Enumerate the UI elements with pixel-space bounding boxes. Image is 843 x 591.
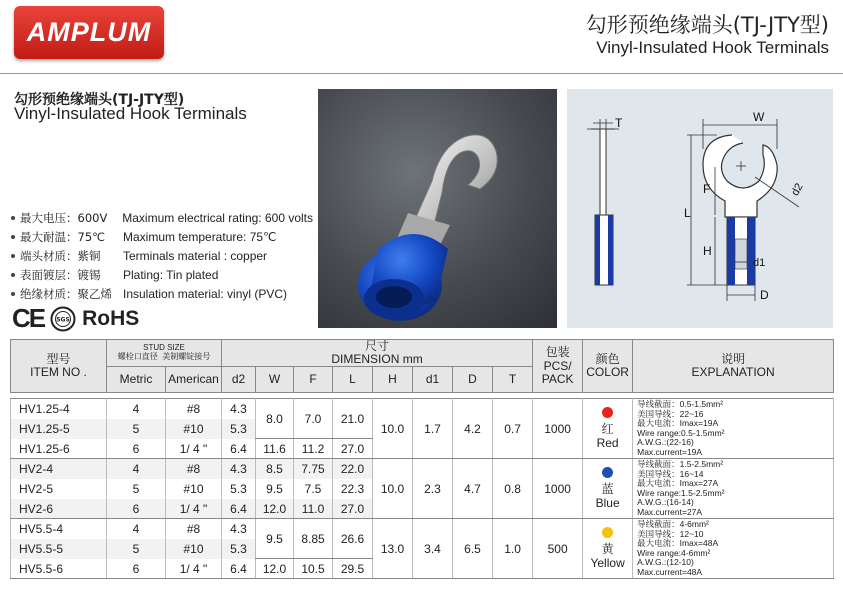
cell-d: 4.2: [453, 399, 493, 459]
cell-d2: 5.3: [222, 539, 256, 559]
header-title-cn: 勾形预绝缘端头(TJ-JTY型): [585, 13, 829, 37]
cell-h: 10.0: [373, 459, 413, 519]
cell-american: #8: [166, 399, 222, 419]
diagram-label-w: W: [753, 110, 765, 124]
subtitle-cn: 勾形预绝缘端头(TJ-JTY型): [14, 92, 185, 108]
cell-color: [583, 519, 633, 579]
cell-l: 22.0: [333, 459, 373, 479]
diagram-label-l: L: [684, 206, 691, 220]
cell-metric: 6: [107, 499, 166, 519]
header-h: H: [373, 367, 413, 393]
header-d: D: [453, 367, 493, 393]
expl-line: 导线截面：4-6mm²: [637, 519, 709, 530]
bullet-icon: [11, 235, 15, 239]
cell-item: HV1.25-6: [11, 439, 107, 459]
spec-en: Insulation material: vinyl (PVC): [123, 286, 288, 301]
header-color: [583, 340, 633, 393]
diagram-label-t: T: [615, 116, 623, 130]
cell-american: 1/ 4 ": [166, 559, 222, 579]
spec-en: Maximum electrical rating: 600 volts: [122, 210, 313, 225]
header-american: American: [166, 367, 222, 393]
color-cn: 红: [601, 421, 614, 436]
diagram-label-d: D: [760, 288, 769, 302]
cell-d2: 4.3: [222, 399, 256, 419]
expl-line: 美国导线：16~14: [637, 468, 704, 479]
cell-pack: 1000: [533, 459, 583, 519]
header-w: W: [256, 367, 294, 393]
cell-f: 7.5: [294, 479, 333, 499]
cell-american: #10: [166, 419, 222, 439]
expl-line: A.W.G.:(22-16): [637, 437, 694, 448]
cell-d1: 2.3: [413, 459, 453, 519]
diagram-label-h: H: [703, 244, 712, 258]
header-model-cn: 型号: [46, 352, 71, 366]
spec-item: [8, 208, 313, 227]
header-model: [11, 340, 107, 393]
cell-item: HV1.25-5: [11, 419, 107, 439]
spec-cn: 最大耐温：75℃: [20, 229, 106, 244]
color-en: Yellow: [590, 555, 625, 570]
cell-w: 9.5: [256, 479, 294, 499]
header-stud: [107, 340, 222, 367]
cell-l: 21.0: [333, 399, 373, 439]
cell-w: 9.5: [256, 519, 294, 559]
cell-f: 7.75: [294, 459, 333, 479]
cell-american: 1/ 4 ": [166, 439, 222, 459]
cell-metric: 6: [107, 439, 166, 459]
cell-item: HV1.25-4: [11, 399, 107, 419]
cell-explanation: [633, 399, 834, 459]
cell-h: 10.0: [373, 399, 413, 459]
product-photo: [318, 89, 557, 328]
color-dot-yellow: [602, 527, 613, 538]
spec-cn: 绝缘材质：聚乙烯: [20, 286, 112, 301]
expl-line: 最大电流：Imax=48A: [637, 538, 719, 549]
diagram-label-f: F: [703, 182, 711, 196]
color-cn: 黄: [601, 541, 614, 556]
cell-metric: 4: [107, 519, 166, 539]
color-en: Blue: [595, 495, 620, 510]
bullet-icon: [11, 273, 15, 277]
cell-f: 11.0: [294, 499, 333, 519]
cell-l: 22.3: [333, 479, 373, 499]
spec-cn: 端头材质：紫铜: [20, 248, 101, 263]
spec-list: [8, 208, 313, 303]
spec-en: Terminals material : copper: [123, 248, 268, 263]
cell-item: HV2-5: [11, 479, 107, 499]
expl-line: Max.current=48A: [637, 567, 703, 578]
cell-t: 0.7: [493, 399, 533, 459]
cell-w: 12.0: [256, 559, 294, 579]
cell-metric: 5: [107, 539, 166, 559]
cell-d2: 6.4: [222, 439, 256, 459]
spec-en: Maximum temperature: 75℃: [123, 229, 277, 244]
brand-logo-text: AMPLUM: [26, 17, 152, 47]
header-pack-en2: PACK: [541, 371, 574, 386]
header-pack-cn: 包装: [545, 345, 570, 360]
bullet-icon: [11, 292, 15, 296]
cell-l: 29.5: [333, 559, 373, 579]
header-t: T: [493, 367, 533, 393]
cell-explanation: [633, 459, 834, 519]
rohs-mark-icon: RoHS: [82, 306, 140, 330]
header-metric: Metric: [107, 367, 166, 393]
cell-american: 1/ 4 ": [166, 499, 222, 519]
color-cn: 蓝: [601, 481, 614, 496]
expl-line: Max.current=27A: [637, 507, 703, 518]
header-pack: [533, 340, 583, 393]
cell-item: HV5.5-6: [11, 559, 107, 579]
certification-logos: [12, 303, 139, 334]
header-title-en: Vinyl-Insulated Hook Terminals: [596, 38, 829, 57]
header-l: L: [333, 367, 373, 393]
color-en: Red: [596, 435, 619, 450]
cell-item: HV5.5-4: [11, 519, 107, 539]
cell-w: 11.6: [256, 439, 294, 459]
spec-table: [10, 339, 834, 579]
cell-d1: 3.4: [413, 519, 453, 579]
header-stud-cn2: 美制螺锭接号: [162, 352, 211, 362]
cell-metric: 5: [107, 479, 166, 499]
expl-line: A.W.G.:(16-14): [637, 497, 694, 508]
cell-metric: 6: [107, 559, 166, 579]
expl-line: Wire range:0.5-1.5mm²: [637, 427, 725, 438]
cell-d2: 6.4: [222, 499, 256, 519]
header-explanation: [633, 340, 834, 393]
spec-item: [8, 284, 313, 303]
header-f: F: [294, 367, 333, 393]
header-color-en: COLOR: [586, 365, 629, 380]
cell-w: 8.5: [256, 459, 294, 479]
table-row: [11, 519, 834, 539]
header-stud-cn1: 螺栓口直径: [117, 352, 158, 362]
spec-item: [8, 227, 313, 246]
cell-d2: 4.3: [222, 519, 256, 539]
color-dot-blue: [602, 467, 613, 478]
table-row: [11, 459, 834, 479]
cell-t: 1.0: [493, 519, 533, 579]
expl-line: 最大电流：Imax=27A: [637, 478, 719, 489]
cell-f: 10.5: [294, 559, 333, 579]
header-pack-en1: PCS/: [543, 358, 572, 373]
header-dimension: [222, 340, 533, 367]
cell-item: HV2-4: [11, 459, 107, 479]
color-dot-red: [602, 407, 613, 418]
ce-mark-icon: CE: [12, 303, 45, 333]
expl-line: Wire range:1.5-2.5mm²: [637, 487, 725, 498]
cell-pack: 1000: [533, 399, 583, 459]
diagram-label-d1: d1: [753, 257, 766, 269]
cell-w: 8.0: [256, 399, 294, 439]
dimension-diagram: [567, 89, 833, 328]
cell-metric: 4: [107, 399, 166, 419]
expl-line: A.W.G.:(12-10): [637, 557, 694, 568]
cell-item: HV2-6: [11, 499, 107, 519]
header-stud-cn: [107, 353, 221, 362]
cell-pack: 500: [533, 519, 583, 579]
cell-d: 4.7: [453, 459, 493, 519]
subtitle-en: Vinyl-Insulated Hook Terminals: [14, 104, 247, 123]
cell-f: 7.0: [294, 399, 333, 439]
cell-american: #10: [166, 539, 222, 559]
expl-line: 美国导线：12~10: [637, 528, 704, 539]
header-color-cn: 颜色: [595, 352, 620, 366]
sgs-text: SGS: [56, 316, 70, 323]
cell-d2: 6.4: [222, 559, 256, 579]
diagram-label-d2: d2: [789, 181, 806, 198]
expl-line: 最大电流：Imax=19A: [637, 418, 719, 429]
cell-item: HV5.5-5: [11, 539, 107, 559]
cell-d2: 5.3: [222, 479, 256, 499]
spec-cn: 表面镀层：镀锡: [20, 267, 101, 282]
bullet-icon: [11, 216, 15, 220]
table-row: [11, 399, 834, 419]
cell-d1: 1.7: [413, 399, 453, 459]
header-expl-en: EXPLANATION: [691, 365, 775, 380]
spec-en: Plating: Tin plated: [123, 267, 219, 282]
expl-line: 导线截面：1.5-2.5mm²: [637, 459, 724, 470]
cell-metric: 5: [107, 419, 166, 439]
header-d2: d2: [222, 367, 256, 393]
cell-l: 27.0: [333, 499, 373, 519]
expl-line: Wire range:4-6mm²: [637, 547, 711, 558]
sgs-seal-icon: [50, 306, 76, 332]
header-expl-cn: 说明: [721, 352, 746, 366]
expl-line: 美国导线：22~16: [637, 408, 704, 419]
cell-american: #8: [166, 459, 222, 479]
cell-american: #8: [166, 519, 222, 539]
header-divider: [0, 73, 843, 74]
header-dim-en: DIMENSION mm: [331, 352, 423, 367]
spec-item: [8, 265, 313, 284]
header-stud-en: STUD SIZE: [143, 343, 185, 353]
header-d1: d1: [413, 367, 453, 393]
bullet-icon: [11, 254, 15, 258]
cell-w: 12.0: [256, 499, 294, 519]
cell-l: 27.0: [333, 439, 373, 459]
cell-d: 6.5: [453, 519, 493, 579]
brand-logo: [14, 6, 164, 59]
cell-color: [583, 459, 633, 519]
cell-d2: 5.3: [222, 419, 256, 439]
expl-line: Max.current=19A: [637, 447, 703, 458]
spec-item: [8, 246, 313, 265]
header-dim-cn: 尺寸: [365, 339, 390, 353]
cell-american: #10: [166, 479, 222, 499]
cell-explanation: [633, 519, 834, 579]
header-model-en: ITEM NO .: [30, 365, 87, 380]
cell-d2: 4.3: [222, 459, 256, 479]
expl-line: 导线截面：0.5-1.5mm²: [637, 399, 724, 410]
cell-metric: 4: [107, 459, 166, 479]
cell-f: 8.85: [294, 519, 333, 559]
cell-color: [583, 399, 633, 459]
cell-l: 26.6: [333, 519, 373, 559]
cell-h: 13.0: [373, 519, 413, 579]
cell-t: 0.8: [493, 459, 533, 519]
spec-cn: 最大电压：600V: [20, 210, 108, 225]
cell-f: 11.2: [294, 439, 333, 459]
